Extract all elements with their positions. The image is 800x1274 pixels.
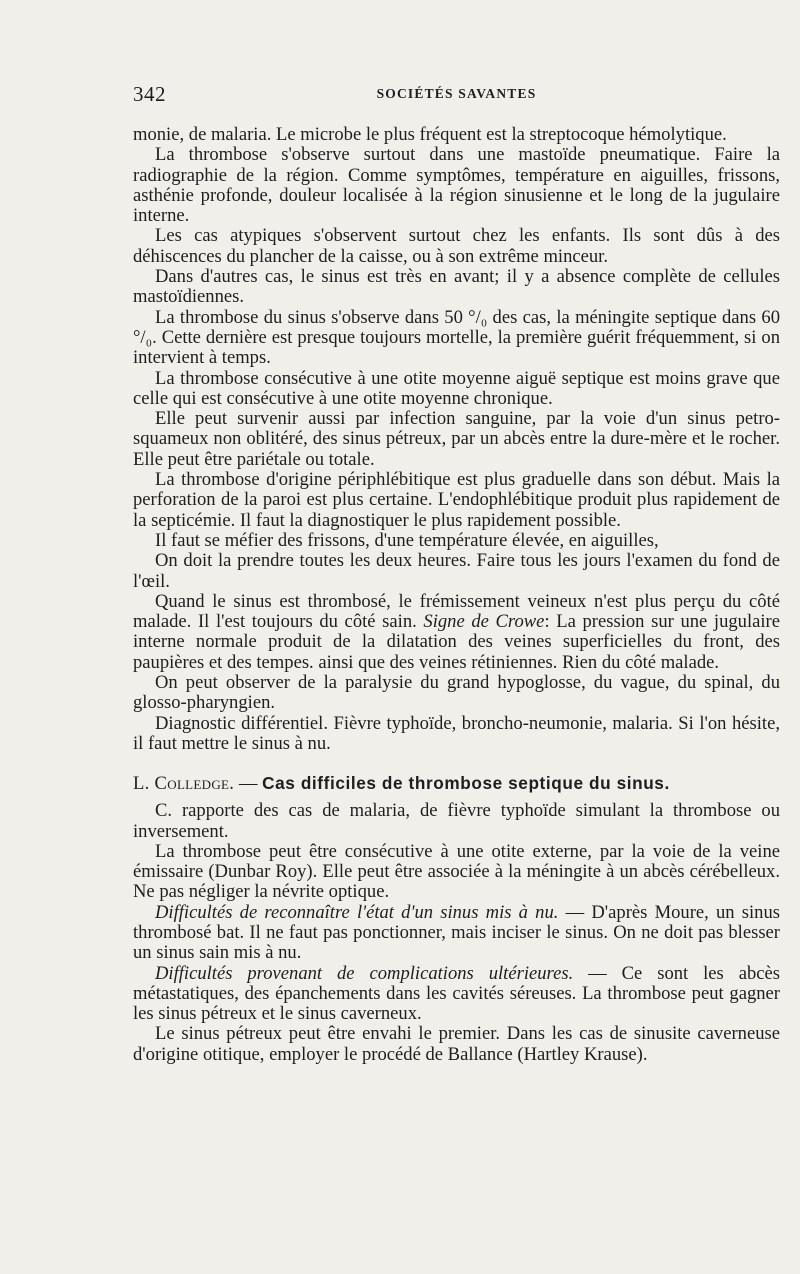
text-run: : La pression sur une jugulaire interne normale produit de la dilatation des veines superficielles du front, des paupières et des tempes. ainsi que des veines rétiniennes. Rien du côté malade. — [133, 611, 781, 673]
page-body — [133, 125, 780, 1065]
paragraph-difficultes-2 — [133, 964, 780, 1025]
paragraph: Diagnostic différentiel. Fièvre typhoïde, broncho-neumonie, malaria. Si l'on hésite, il faut mettre le sinus à nu. — [133, 712, 780, 754]
section-heading-line — [133, 772, 780, 795]
paragraph-difficultes-1 — [133, 903, 780, 964]
text-run: — Ce sont les abcès métastatiques, des épanchements dans les cavités séreuses. La thrombose peut gagner les sinus pétreux et le sinus caverneux. — [133, 962, 780, 1025]
paragraph: C. rapporte des cas de malaria, de fièvre typhoïde simulant la thrombose ou inversement. — [133, 800, 780, 842]
paragraph: On doit la prendre toutes les deux heures. Faire tous les jours l'examen du fond de l'œil. — [133, 550, 780, 592]
text-run: Quand le sinus est thrombosé, le frémissement veineux n'est plus perçu du côté malade. Il l'est toujours du côté sain. — [133, 590, 780, 633]
paragraph: La thrombose d'origine périphlébitique est plus graduelle dans son début. Mais la perforation de la paroi est plus certaine. L'endophlébitique produit plus rapidement de la septicémie. Il faut la diagnostiquer le plus rapidement possible. — [133, 469, 780, 531]
paragraph: Elle peut survenir aussi par infection sanguine, par la voie d'un sinus petro-squameux non oblitéré, des sinus pétreux, par un abcès entre la dure-mère et le rocher. Elle peut être pariétale ou totale. — [133, 408, 780, 470]
text-run: — D'après Moure, un sinus thrombosé bat. Il ne faut pas ponctionner, mais inciser le sinus. On ne doit pas blesser un sinus sain mis à nu. — [133, 901, 781, 964]
paragraph-crowe — [133, 592, 780, 673]
section-author: L. Colledge. — [133, 773, 235, 795]
italic-term: Signe de Crowe — [423, 611, 545, 633]
paragraph: Il faut se méfier des frissons, d'une température élevée, en aiguilles, — [155, 529, 659, 551]
italic-subheading: Difficultés provenant de complications ultérieures. — [155, 962, 574, 984]
paragraph: La thrombose du sinus s'observe dans 50 °/₀ des cas, la méningite septique dans 60 °/₀. Cette dernière est presque toujours mortelle, la première guérit fréquemment, si on intervient à temps. — [133, 306, 780, 369]
paragraph: La thrombose peut être consécutive à une otite externe, par la voie de la veine émissaire (Dunbar Roy). Elle peut être associée à la méningite à un abcès cérébelleux. Ne pas négliger la névrite optique. — [133, 840, 780, 903]
page-header — [133, 82, 780, 112]
paragraph: Dans d'autres cas, le sinus est très en avant; il y a absence complète de cellules mastoïdiennes. — [133, 266, 780, 308]
section-title: Cas difficiles de thrombose septique du sinus. — [262, 773, 670, 794]
paragraph: On peut observer de la paralysie du grand hypoglosse, du vague, du spinal, du glosso-pharyngien. — [133, 672, 780, 714]
running-title: SOCIÉTÉS SAVANTES — [376, 86, 537, 101]
paragraph: La thrombose consécutive à une otite moyenne aiguë septique est moins grave que celle qui est consécutive à une otite moyenne chronique. — [133, 367, 780, 409]
section-dash: — — [234, 773, 263, 795]
paragraph: La thrombose s'observe surtout dans une mastoïde pneumatique. Faire la radiographie de la région. Comme symptômes, température en aiguilles, frissons, asthénie profonde, douleur localisée à la région sinusienne et le long de la jugulaire interne. — [133, 144, 780, 227]
paragraph: Les cas atypiques s'observent surtout chez les enfants. Ils sont dûs à des déhiscences du plancher de la caisse, ou à son extrême minceur. — [133, 225, 780, 267]
italic-subheading: Difficultés de reconnaître l'état d'un sinus mis à nu. — [155, 901, 559, 923]
paragraph: Le sinus pétreux peut être envahi le premier. Dans les cas de sinusite caverneuse d'origine otitique, employer le procédé de Ballance (Hartley Krause). — [133, 1023, 780, 1065]
paragraph: monie, de malaria. Le microbe le plus fréquent est la streptocoque hémolytique. — [133, 124, 727, 145]
page-number: 342 — [133, 82, 166, 106]
